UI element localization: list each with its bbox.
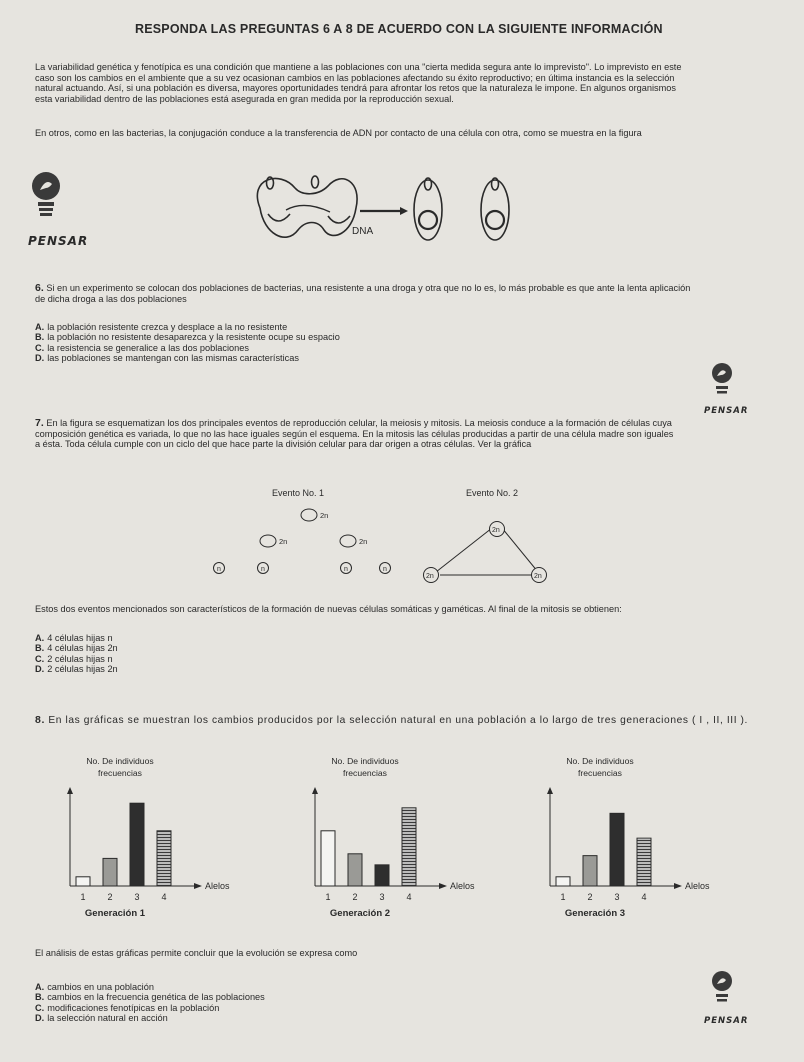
- question-stem: de dicha droga a las dos poblaciones: [35, 293, 187, 304]
- option-a[interactable]: A. la población resistente crezca y desplace a la no resistente: [35, 322, 288, 332]
- chart-title: Generación 1: [84, 908, 146, 919]
- e1-bottom-label: n: [383, 566, 387, 573]
- intro-line: caso son los cambios en el ambiente que a su vez ocasionan cambios en las poblaciones afectando su éxito reproductivo; en última instancia es la selección: [35, 72, 675, 83]
- bar: [348, 854, 362, 886]
- bar: [556, 877, 570, 886]
- bar: [610, 813, 624, 886]
- bar: [583, 856, 597, 886]
- option-b[interactable]: B. 4 células hijas 2n: [35, 643, 118, 654]
- x-axis-arrow: [674, 883, 682, 889]
- y-axis-label: frecuencias: [578, 768, 622, 778]
- pensar-label: PENSAR: [704, 1016, 749, 1026]
- x-axis-label: Alelos: [205, 881, 230, 891]
- x-tick-label: 3: [134, 892, 140, 902]
- pensar-badge: [28, 168, 88, 252]
- x-axis-arrow: [439, 883, 447, 889]
- lightbulb-icon: [28, 168, 88, 228]
- pensar-label: PENSAR: [704, 406, 749, 416]
- question-7: [35, 418, 795, 450]
- option-c[interactable]: C. 2 células hijas n: [35, 653, 113, 664]
- conjugation-figure: [240, 168, 540, 248]
- x-tick-label: 3: [379, 892, 385, 902]
- e1-bottom-label: n: [217, 566, 221, 573]
- pensar-badge: [700, 968, 760, 1032]
- chart-title: Generación 3: [564, 908, 626, 919]
- dna-label: DNA: [352, 226, 374, 237]
- generation-1-chart: [40, 752, 250, 932]
- x-tick-label: 4: [161, 892, 167, 902]
- question-8: [35, 714, 795, 726]
- x-tick-label: 2: [107, 892, 113, 902]
- pensar-label: PENSAR: [28, 234, 89, 248]
- lightbulb-icon: [708, 968, 748, 1012]
- bar: [402, 808, 416, 886]
- option-a[interactable]: A. 4 células hijas n: [35, 633, 113, 643]
- x-axis-label: Alelos: [450, 881, 475, 891]
- bar: [76, 877, 90, 886]
- x-tick-label: 1: [560, 892, 566, 902]
- e2-top-label: 2n: [492, 527, 500, 534]
- option-d[interactable]: D. la selección natural en acción: [35, 1013, 168, 1024]
- intro-paragraph-2: En otros, como en las bacterias, la conjugación conduce a la transferencia de ADN por contacto de una célula con otra, como se muestra en la figura: [35, 128, 642, 138]
- y-axis-label: frecuencias: [343, 768, 387, 778]
- question-number: 7.: [35, 417, 44, 429]
- question-number: 8.: [35, 714, 45, 726]
- question-stem: composición genética es variada, lo que no las hace iguales según el esquema. En la mitosis las células producidas a partir de una célula madre son iguales: [35, 428, 674, 439]
- question-stem: En las gráficas se muestran los cambios producidos por la selección natural en una población a lo largo de tres generaciones ( I , II, III ).: [48, 715, 748, 726]
- x-tick-label: 4: [406, 892, 412, 902]
- q6-options: [35, 322, 340, 364]
- page-title: RESPONDA LAS PREGUNTAS 6 A 8 DE ACUERDO CON LA SIGUIENTE INFORMACIÓN: [135, 22, 663, 36]
- bar: [130, 803, 144, 886]
- x-tick-label: 2: [352, 892, 358, 902]
- question-6: [35, 283, 785, 304]
- q7-options: [35, 633, 118, 675]
- e1-mid-label: 2n: [279, 537, 288, 546]
- y-axis-label: No. De individuos: [566, 756, 634, 766]
- option-d[interactable]: D. 2 células hijas 2n: [35, 664, 118, 675]
- x-tick-label: 1: [80, 892, 86, 902]
- y-axis-arrow: [547, 787, 553, 794]
- bar: [103, 858, 117, 886]
- generation-2-chart: [285, 752, 495, 932]
- bar: [157, 831, 171, 886]
- e1-mid-label: 2n: [359, 537, 368, 546]
- bar: [637, 838, 651, 886]
- question-stem: En la figura se esquematizan los dos principales eventos de reproducción celular, la meiosis y mitosis. La meiosis conduce a la formación de células cuya: [46, 418, 672, 428]
- option-c[interactable]: C. la resistencia se generalice a las dos poblaciones: [35, 342, 249, 353]
- intro-line: esta variabilidad dentro de las poblaciones está asegurada en gran medida por la reproducción sexual.: [35, 93, 454, 104]
- chart-title: Generación 2: [329, 908, 391, 919]
- e2-left-label: 2n: [426, 573, 434, 580]
- x-axis-arrow: [194, 883, 202, 889]
- intro-line: natural actuando. Así, si una población es diversa, mayores oportunidades tendrá para afrontar los retos que la naturaleza le impone. En algunos organismos: [35, 83, 676, 93]
- option-b[interactable]: B. la población no resistente desaparezca y la resistente ocupe su espacio: [35, 332, 340, 343]
- intro-paragraph: [35, 62, 775, 104]
- pensar-badge: [700, 360, 760, 416]
- lightbulb-icon: [708, 360, 748, 404]
- event-1-title: Evento No. 1: [272, 488, 325, 498]
- e1-bottom-label: n: [344, 566, 348, 573]
- question-stem: a ésta. Toda célula cumple con un ciclo del que hace parte la división celular para dar origen a otras células. Ver la gráfica: [35, 439, 532, 449]
- q8-options: [35, 982, 265, 1024]
- y-axis-arrow: [312, 787, 318, 794]
- question-stem: Si en un experimento se colocan dos poblaciones de bacterias, una resistente a una droga y otra que no lo es, lo más probable es que ante la lenta aplicación: [46, 283, 691, 293]
- x-tick-label: 1: [325, 892, 331, 902]
- y-axis-label: frecuencias: [98, 768, 142, 778]
- event-2-title: Evento No. 2: [466, 488, 519, 498]
- e1-bottom-label: n: [261, 566, 265, 573]
- y-axis-label: No. De individuos: [86, 756, 154, 766]
- option-a[interactable]: A. cambios en una población: [35, 982, 154, 992]
- bar: [321, 831, 335, 886]
- cell-division-diagram: [200, 484, 560, 584]
- e1-top-label: 2n: [320, 511, 329, 520]
- x-axis-label: Alelos: [685, 881, 710, 891]
- e2-right-label: 2n: [534, 573, 542, 580]
- option-c[interactable]: C. modificaciones fenotípicas en la población: [35, 1002, 220, 1013]
- bar: [375, 865, 389, 886]
- y-axis-label: No. De individuos: [331, 756, 399, 766]
- intro-line: La variabilidad genética y fenotípica es una condición que mantiene a las poblaciones con una "cierta medida segura ante lo imprevisto". Lo imprevisto en este: [35, 62, 682, 72]
- x-tick-label: 3: [614, 892, 620, 902]
- q7-followup: Estos dos eventos mencionados son característicos de la formación de nuevas células somáticas y gaméticas. Al final de la mitosis se obtienen:: [35, 604, 622, 614]
- question-number: 6.: [35, 282, 44, 294]
- option-b[interactable]: B. cambios en la frecuencia genética de las poblaciones: [35, 992, 265, 1003]
- option-d[interactable]: D. las poblaciones se mantengan con las mismas características: [35, 353, 299, 364]
- q8-followup: El análisis de estas gráficas permite concluir que la evolución se expresa como: [35, 948, 358, 958]
- x-tick-label: 4: [641, 892, 647, 902]
- x-tick-label: 2: [587, 892, 593, 902]
- generation-3-chart: [520, 752, 730, 932]
- y-axis-arrow: [67, 787, 73, 794]
